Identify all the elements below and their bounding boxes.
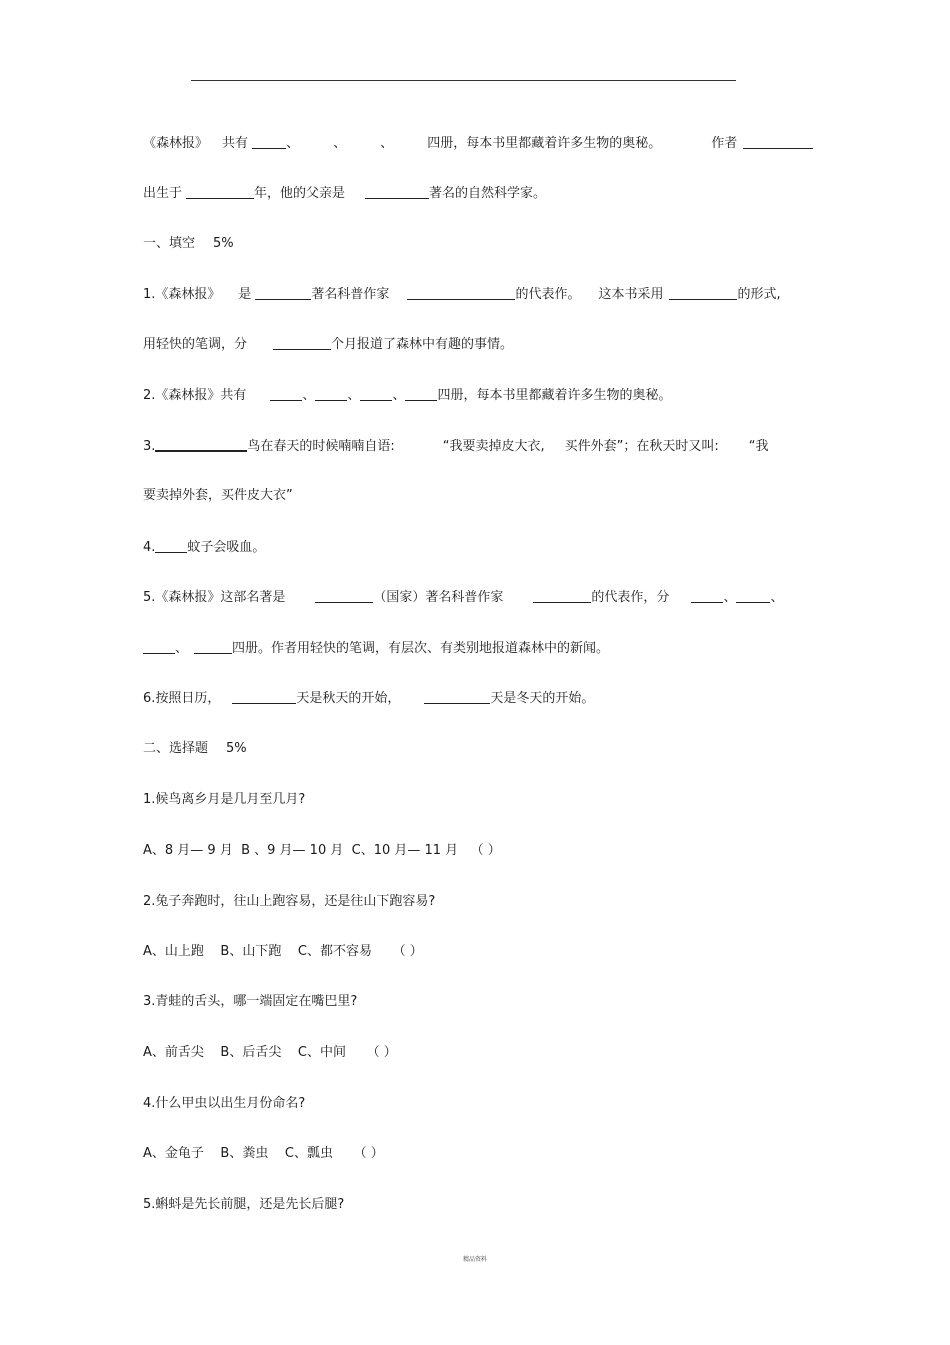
question-text: 2.兔子奔跑时，往山上跑容易，还是往山下跑容易? xyxy=(143,894,436,909)
page-footer: 精品资料 xyxy=(462,1256,487,1263)
fill-question-6 xyxy=(143,688,594,710)
choice-question-5 xyxy=(143,1194,344,1216)
text: 、 xyxy=(770,590,784,605)
text: 3. xyxy=(143,439,156,454)
text: 著名科普作家 xyxy=(311,287,390,302)
options-text: A、前舌尖 B、后舌尖 C、中间 （ ） xyxy=(143,1045,397,1060)
answer-blank[interactable] xyxy=(155,435,247,452)
fill-question-2 xyxy=(143,385,671,407)
text: 四册，每本书里都藏着许多生物的奥秘。 xyxy=(427,136,662,151)
text: 个月报道了森林中有趣的事情。 xyxy=(331,337,514,352)
text: 4. xyxy=(143,540,156,555)
text: 作者 xyxy=(711,136,738,151)
text: 是 xyxy=(238,287,252,302)
answer-blank[interactable] xyxy=(743,133,813,149)
answer-blank[interactable] xyxy=(315,385,347,401)
intro-line-1 xyxy=(143,133,813,155)
text: “我 xyxy=(748,439,769,454)
fill-question-3 xyxy=(143,435,769,457)
text: （国家）著名科普作家 xyxy=(373,590,504,605)
text: 鸟在春天的时候喃喃自语: xyxy=(247,439,395,454)
answer-blank[interactable] xyxy=(365,183,429,199)
fill-question-4 xyxy=(143,537,265,559)
text: 年，他的父亲是 xyxy=(254,186,346,201)
answer-blank[interactable] xyxy=(270,385,302,401)
text: 的代表作，分 xyxy=(591,590,670,605)
text: 、 xyxy=(723,590,737,605)
section-score: 5% xyxy=(213,236,234,251)
answer-blank[interactable] xyxy=(407,284,515,300)
text: 、 xyxy=(302,388,316,403)
text: 5.《森林报》这部名著是 xyxy=(143,590,286,605)
answer-blank[interactable] xyxy=(405,385,437,401)
text: 、 xyxy=(175,641,189,656)
choice-question-3 xyxy=(143,991,357,1013)
question-text: 3.青蛙的舌头，哪一端固定在嘴巴里? xyxy=(143,994,358,1009)
text: 这本书采用 xyxy=(598,287,664,302)
text: 天是秋天的开始， xyxy=(296,691,401,706)
fill-question-5 xyxy=(143,587,783,609)
answer-blank[interactable] xyxy=(232,688,296,704)
answer-blank[interactable] xyxy=(273,334,331,350)
answer-blank[interactable] xyxy=(255,284,311,300)
choice-options-3 xyxy=(143,1042,397,1064)
text: “我要卖掉皮大衣, xyxy=(442,439,545,454)
text: 、 xyxy=(347,388,361,403)
intro-line-2 xyxy=(143,183,546,205)
section-score: 5% xyxy=(226,741,247,756)
fill-question-1 xyxy=(143,284,781,306)
text: 、 xyxy=(286,136,300,151)
answer-blank[interactable] xyxy=(315,587,373,603)
answer-blank[interactable] xyxy=(194,638,232,654)
answer-blank[interactable] xyxy=(143,638,175,654)
options-text: A、山上跑 B、山下跑 C、都不容易 （ ） xyxy=(143,944,423,959)
text: 蚊子会吸血。 xyxy=(187,540,266,555)
question-text: 4.什么甲虫以出生月份命名? xyxy=(143,1096,306,1111)
answer-blank[interactable] xyxy=(252,133,286,149)
answer-blank[interactable] xyxy=(691,587,723,603)
answer-blank[interactable] xyxy=(669,284,737,300)
fill-question-1-cont xyxy=(143,334,513,356)
text: 、 xyxy=(333,136,347,151)
question-text: 1.候鸟离乡月是几月至几月? xyxy=(143,792,306,807)
text: 著名的自然科学家。 xyxy=(429,186,547,201)
choice-options-2 xyxy=(143,941,423,963)
answer-blank[interactable] xyxy=(186,183,254,199)
text: 出生于 xyxy=(143,186,183,201)
section-heading-multiple-choice xyxy=(143,738,247,760)
text: 6.按照日历， xyxy=(143,691,221,706)
text: 2.《森林报》共有 xyxy=(143,388,247,403)
text: 天是冬天的开始。 xyxy=(490,691,595,706)
choice-options-4 xyxy=(143,1143,384,1165)
text: 《森林报》 xyxy=(143,136,209,151)
answer-blank[interactable] xyxy=(155,537,187,553)
choice-options-1 xyxy=(143,840,501,862)
text: 买件外套”；在秋天时又叫: xyxy=(564,439,719,454)
text: 1.《森林报》 xyxy=(143,287,221,302)
options-text: A、8 月— 9 月 B 、9 月— 10 月 C、10 月— 11 月 （ ） xyxy=(143,843,501,858)
choice-question-4 xyxy=(143,1093,305,1115)
question-text: 5.蝌蚪是先长前腿，还是先长后腿? xyxy=(143,1197,345,1212)
text: 的代表作。 xyxy=(515,287,581,302)
text: 要卖掉外套，买件皮大衣” xyxy=(143,488,293,503)
header-rule xyxy=(191,80,736,81)
section-title: 二、选择题 xyxy=(143,741,209,756)
text: 共有 xyxy=(222,136,249,151)
answer-blank[interactable] xyxy=(736,587,770,603)
choice-question-2 xyxy=(143,891,435,913)
choice-question-1 xyxy=(143,789,305,811)
section-heading-fill-blank xyxy=(143,233,234,255)
section-title: 一、填空 xyxy=(143,236,196,251)
text: 四册，每本书里都藏着许多生物的奥秘。 xyxy=(437,388,672,403)
fill-question-3-cont xyxy=(143,485,293,507)
answer-blank[interactable] xyxy=(533,587,591,603)
answer-blank[interactable] xyxy=(360,385,392,401)
text: 、 xyxy=(380,136,394,151)
text: 、 xyxy=(392,388,406,403)
text: 四册。作者用轻快的笔调，有层次、有类别地报道森林中的新闻。 xyxy=(232,641,610,656)
fill-question-5-cont xyxy=(143,638,609,660)
answer-blank[interactable] xyxy=(424,688,490,704)
options-text: A、金龟子 B、粪虫 C、瓢虫 （ ） xyxy=(143,1146,384,1161)
text: 用轻快的笔调，分 xyxy=(143,337,248,352)
text: 的形式, xyxy=(737,287,781,302)
